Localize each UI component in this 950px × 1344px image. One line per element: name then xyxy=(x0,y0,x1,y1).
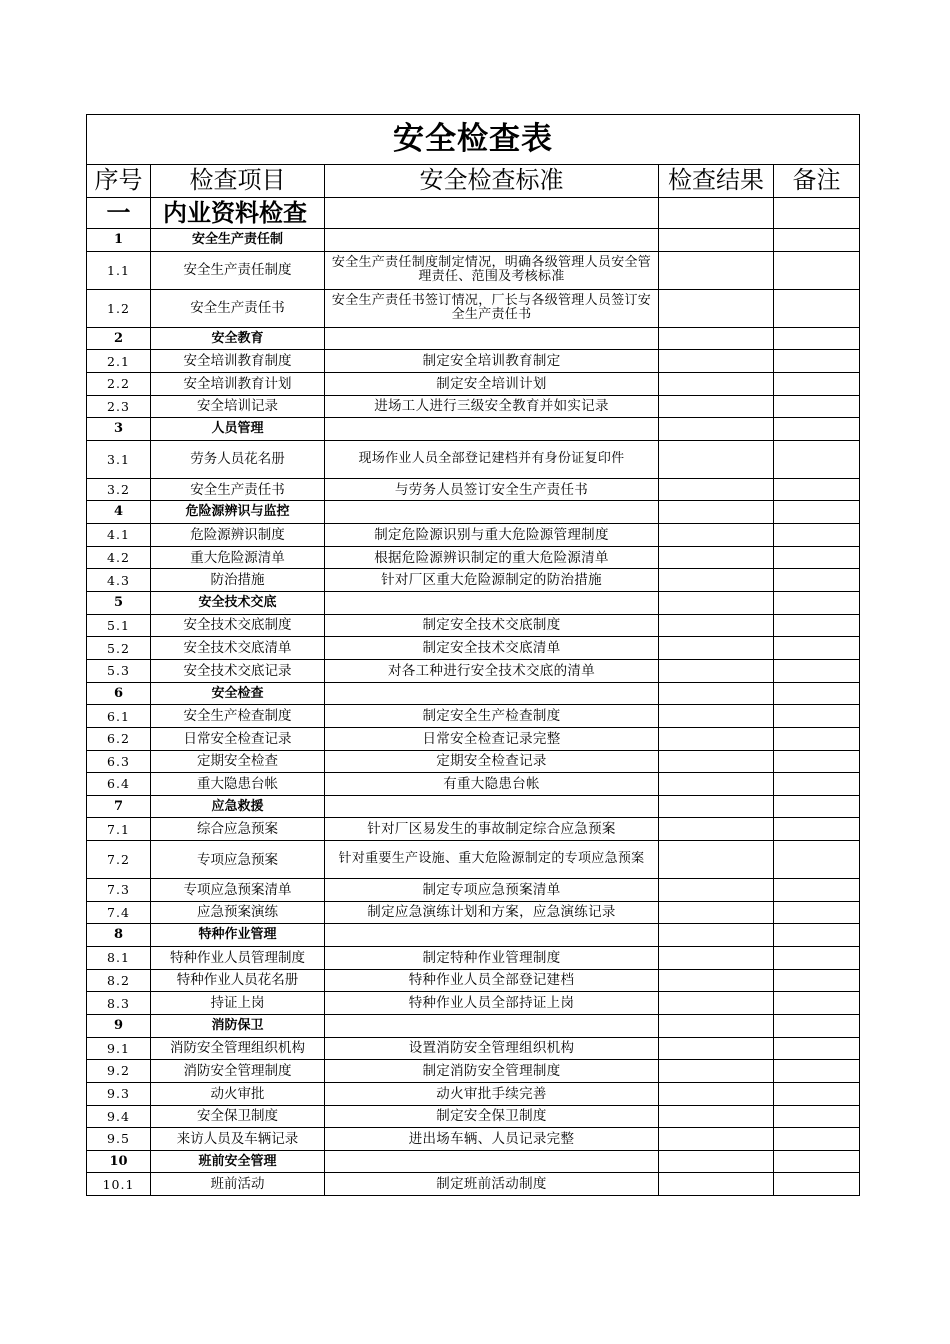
remark-cell[interactable] xyxy=(774,569,860,592)
item-number: 1.2 xyxy=(87,289,151,327)
item-number: 7.4 xyxy=(87,901,151,924)
result-cell[interactable] xyxy=(659,327,774,350)
item-standard: 安全生产责任书签订情况，厂长与各级管理人员签订安全生产责任书 xyxy=(325,289,659,327)
item-name: 应急预案演练 xyxy=(151,901,325,924)
item-standard: 日常安全检查记录完整 xyxy=(325,727,659,750)
table-row xyxy=(87,969,860,992)
table-row xyxy=(87,478,860,501)
table-row xyxy=(87,750,860,773)
result-cell[interactable] xyxy=(659,501,774,524)
item-number: 7.1 xyxy=(87,818,151,841)
safety-inspection-table xyxy=(86,114,860,1196)
section-number: 3 xyxy=(87,418,151,441)
result-cell[interactable] xyxy=(659,1105,774,1128)
item-standard xyxy=(325,327,659,350)
part-remark-cell[interactable] xyxy=(774,198,860,229)
remark-cell[interactable] xyxy=(774,251,860,289)
item-standard: 动火审批手续完善 xyxy=(325,1082,659,1105)
remark-cell[interactable] xyxy=(774,1128,860,1151)
remark-cell[interactable] xyxy=(774,705,860,728)
section-number: 7 xyxy=(87,795,151,818)
section-number: 5 xyxy=(87,592,151,615)
result-cell[interactable] xyxy=(659,1128,774,1151)
item-name: 持证上岗 xyxy=(151,992,325,1015)
remark-cell[interactable] xyxy=(774,901,860,924)
remark-cell[interactable] xyxy=(774,1060,860,1083)
item-number: 2.2 xyxy=(87,372,151,395)
result-cell[interactable] xyxy=(659,750,774,773)
part-result-cell[interactable] xyxy=(659,198,774,229)
remark-cell[interactable] xyxy=(774,229,860,252)
remark-cell[interactable] xyxy=(774,418,860,441)
item-standard: 有重大隐患台帐 xyxy=(325,773,659,796)
item-number: 6.1 xyxy=(87,705,151,728)
section-row xyxy=(87,1150,860,1173)
item-number: 10.1 xyxy=(87,1173,151,1196)
remark-cell[interactable] xyxy=(774,682,860,705)
item-number: 6.2 xyxy=(87,727,151,750)
part-standard-cell xyxy=(325,198,659,229)
part-number: 一 xyxy=(87,198,151,229)
result-cell[interactable] xyxy=(659,682,774,705)
section-row xyxy=(87,327,860,350)
item-name: 危险源辨识制度 xyxy=(151,524,325,547)
item-standard: 制定专项应急预案清单 xyxy=(325,879,659,902)
item-standard xyxy=(325,592,659,615)
section-number: 9 xyxy=(87,1014,151,1037)
result-cell[interactable] xyxy=(659,773,774,796)
result-cell[interactable] xyxy=(659,947,774,970)
item-number: 4.1 xyxy=(87,524,151,547)
remark-cell[interactable] xyxy=(774,327,860,350)
remark-cell[interactable] xyxy=(774,1037,860,1060)
section-row xyxy=(87,1014,860,1037)
item-number: 8.3 xyxy=(87,992,151,1015)
item-number: 9.4 xyxy=(87,1105,151,1128)
header-item: 检查项目 xyxy=(151,165,325,198)
item-standard xyxy=(325,1150,659,1173)
item-standard: 设置消防安全管理组织机构 xyxy=(325,1037,659,1060)
result-cell[interactable] xyxy=(659,251,774,289)
item-standard: 制定安全技术交底制度 xyxy=(325,614,659,637)
table-row xyxy=(87,947,860,970)
result-cell[interactable] xyxy=(659,1173,774,1196)
table-row xyxy=(87,637,860,660)
remark-cell[interactable] xyxy=(774,372,860,395)
item-standard: 特种作业人员全部登记建档 xyxy=(325,969,659,992)
remark-cell[interactable] xyxy=(774,350,860,373)
section-name: 班前安全管理 xyxy=(151,1150,325,1173)
table-row xyxy=(87,773,860,796)
remark-cell[interactable] xyxy=(774,1173,860,1196)
result-cell[interactable] xyxy=(659,901,774,924)
section-number: 4 xyxy=(87,501,151,524)
result-cell[interactable] xyxy=(659,524,774,547)
result-cell[interactable] xyxy=(659,478,774,501)
item-number: 4.2 xyxy=(87,546,151,569)
item-number: 9.1 xyxy=(87,1037,151,1060)
section-number: 8 xyxy=(87,924,151,947)
table-row xyxy=(87,524,860,547)
table-row xyxy=(87,841,860,879)
remark-cell[interactable] xyxy=(774,841,860,879)
section-name: 安全教育 xyxy=(151,327,325,350)
item-name: 专项应急预案 xyxy=(151,841,325,879)
table-row xyxy=(87,727,860,750)
item-number: 7.2 xyxy=(87,841,151,879)
result-cell[interactable] xyxy=(659,1150,774,1173)
item-standard: 对各工种进行安全技术交底的清单 xyxy=(325,659,659,682)
result-cell[interactable] xyxy=(659,637,774,660)
item-name: 特种作业人员管理制度 xyxy=(151,947,325,970)
result-cell[interactable] xyxy=(659,350,774,373)
result-cell[interactable] xyxy=(659,1082,774,1105)
item-name: 安全生产责任书 xyxy=(151,478,325,501)
item-standard: 根据危险源辨识制定的重大危险源清单 xyxy=(325,546,659,569)
item-name: 来访人员及车辆记录 xyxy=(151,1128,325,1151)
table-row xyxy=(87,569,860,592)
result-cell[interactable] xyxy=(659,546,774,569)
item-standard: 制定应急演练计划和方案，应急演练记录 xyxy=(325,901,659,924)
remark-cell[interactable] xyxy=(774,637,860,660)
table-row xyxy=(87,1128,860,1151)
item-standard xyxy=(325,501,659,524)
item-name: 防治措施 xyxy=(151,569,325,592)
header-row xyxy=(87,165,860,198)
result-cell[interactable] xyxy=(659,992,774,1015)
table-row xyxy=(87,705,860,728)
item-number: 2.3 xyxy=(87,395,151,418)
remark-cell[interactable] xyxy=(774,1014,860,1037)
table-row xyxy=(87,1105,860,1128)
section-name: 安全生产责任制 xyxy=(151,229,325,252)
section-number: 2 xyxy=(87,327,151,350)
section-row xyxy=(87,682,860,705)
table-row xyxy=(87,901,860,924)
item-standard: 制定班前活动制度 xyxy=(325,1173,659,1196)
item-standard: 制定安全生产检查制度 xyxy=(325,705,659,728)
remark-cell[interactable] xyxy=(774,478,860,501)
remark-cell[interactable] xyxy=(774,395,860,418)
item-number: 5.3 xyxy=(87,659,151,682)
item-standard: 特种作业人员全部持证上岗 xyxy=(325,992,659,1015)
item-standard: 制定安全保卫制度 xyxy=(325,1105,659,1128)
part-row xyxy=(87,198,860,229)
item-standard: 针对厂区重大危险源制定的防治措施 xyxy=(325,569,659,592)
item-number: 8.1 xyxy=(87,947,151,970)
section-name: 人员管理 xyxy=(151,418,325,441)
item-name: 安全生产责任制度 xyxy=(151,251,325,289)
result-cell[interactable] xyxy=(659,1037,774,1060)
result-cell[interactable] xyxy=(659,229,774,252)
remark-cell[interactable] xyxy=(774,992,860,1015)
remark-cell[interactable] xyxy=(774,818,860,841)
result-cell[interactable] xyxy=(659,705,774,728)
item-number: 9.5 xyxy=(87,1128,151,1151)
remark-cell[interactable] xyxy=(774,440,860,478)
table-row xyxy=(87,251,860,289)
table-row xyxy=(87,1060,860,1083)
section-row xyxy=(87,795,860,818)
section-name: 消防保卫 xyxy=(151,1014,325,1037)
item-name: 消防安全管理组织机构 xyxy=(151,1037,325,1060)
table-row xyxy=(87,350,860,373)
remark-cell[interactable] xyxy=(774,727,860,750)
item-name: 动火审批 xyxy=(151,1082,325,1105)
item-standard xyxy=(325,682,659,705)
item-standard: 制定消防安全管理制度 xyxy=(325,1060,659,1083)
item-name: 重大隐患台帐 xyxy=(151,773,325,796)
item-standard xyxy=(325,418,659,441)
table-body xyxy=(87,115,860,1196)
section-row xyxy=(87,418,860,441)
item-number: 6.3 xyxy=(87,750,151,773)
table-row xyxy=(87,440,860,478)
item-name: 劳务人员花名册 xyxy=(151,440,325,478)
section-name: 应急救援 xyxy=(151,795,325,818)
item-standard xyxy=(325,229,659,252)
remark-cell[interactable] xyxy=(774,750,860,773)
item-name: 安全技术交底清单 xyxy=(151,637,325,660)
section-row xyxy=(87,501,860,524)
section-number: 10 xyxy=(87,1150,151,1173)
header-result: 检查结果 xyxy=(659,165,774,198)
section-name: 危险源辨识与监控 xyxy=(151,501,325,524)
remark-cell[interactable] xyxy=(774,289,860,327)
table-row xyxy=(87,1082,860,1105)
item-standard xyxy=(325,795,659,818)
result-cell[interactable] xyxy=(659,569,774,592)
item-number: 5.2 xyxy=(87,637,151,660)
remark-cell[interactable] xyxy=(774,614,860,637)
item-name: 安全保卫制度 xyxy=(151,1105,325,1128)
item-name: 安全技术交底记录 xyxy=(151,659,325,682)
remark-cell[interactable] xyxy=(774,524,860,547)
section-number: 6 xyxy=(87,682,151,705)
item-name: 重大危险源清单 xyxy=(151,546,325,569)
item-standard: 安全生产责任制度制定情况，明确各级管理人员安全管理责任、范围及考核标准 xyxy=(325,251,659,289)
result-cell[interactable] xyxy=(659,1060,774,1083)
item-name: 安全技术交底制度 xyxy=(151,614,325,637)
item-name: 班前活动 xyxy=(151,1173,325,1196)
result-cell[interactable] xyxy=(659,289,774,327)
result-cell[interactable] xyxy=(659,879,774,902)
item-name: 安全生产责任书 xyxy=(151,289,325,327)
item-name: 定期安全检查 xyxy=(151,750,325,773)
table-title: 安全检查表 xyxy=(87,115,860,165)
item-number: 2.1 xyxy=(87,350,151,373)
item-number: 4.3 xyxy=(87,569,151,592)
item-name: 消防安全管理制度 xyxy=(151,1060,325,1083)
result-cell[interactable] xyxy=(659,614,774,637)
remark-cell[interactable] xyxy=(774,947,860,970)
section-row xyxy=(87,924,860,947)
section-number: 1 xyxy=(87,229,151,252)
item-name: 安全培训教育制度 xyxy=(151,350,325,373)
table-row xyxy=(87,1037,860,1060)
remark-cell[interactable] xyxy=(774,879,860,902)
table-row xyxy=(87,992,860,1015)
item-name: 安全培训教育计划 xyxy=(151,372,325,395)
item-name: 专项应急预案清单 xyxy=(151,879,325,902)
item-number: 3.2 xyxy=(87,478,151,501)
result-cell[interactable] xyxy=(659,969,774,992)
item-standard: 针对厂区易发生的事故制定综合应急预案 xyxy=(325,818,659,841)
section-name: 特种作业管理 xyxy=(151,924,325,947)
table-row xyxy=(87,879,860,902)
remark-cell[interactable] xyxy=(774,924,860,947)
result-cell[interactable] xyxy=(659,659,774,682)
section-name: 安全检查 xyxy=(151,682,325,705)
result-cell[interactable] xyxy=(659,418,774,441)
result-cell[interactable] xyxy=(659,795,774,818)
item-standard xyxy=(325,1014,659,1037)
item-standard xyxy=(325,924,659,947)
header-remark: 备注 xyxy=(774,165,860,198)
item-number: 8.2 xyxy=(87,969,151,992)
result-cell[interactable] xyxy=(659,372,774,395)
item-standard: 制定安全培训教育制定 xyxy=(325,350,659,373)
section-row xyxy=(87,229,860,252)
table-row xyxy=(87,1173,860,1196)
table-row xyxy=(87,818,860,841)
header-seq: 序号 xyxy=(87,165,151,198)
item-standard: 定期安全检查记录 xyxy=(325,750,659,773)
remark-cell[interactable] xyxy=(774,1150,860,1173)
item-number: 9.3 xyxy=(87,1082,151,1105)
table-row xyxy=(87,395,860,418)
table-row xyxy=(87,546,860,569)
item-name: 安全培训记录 xyxy=(151,395,325,418)
section-name: 安全技术交底 xyxy=(151,592,325,615)
title-row xyxy=(87,115,860,165)
item-standard: 制定安全培训计划 xyxy=(325,372,659,395)
result-cell[interactable] xyxy=(659,924,774,947)
item-name: 综合应急预案 xyxy=(151,818,325,841)
remark-cell[interactable] xyxy=(774,1105,860,1128)
remark-cell[interactable] xyxy=(774,1082,860,1105)
table-row xyxy=(87,289,860,327)
table-row xyxy=(87,614,860,637)
item-number: 1.1 xyxy=(87,251,151,289)
result-cell[interactable] xyxy=(659,1014,774,1037)
item-standard: 制定安全技术交底清单 xyxy=(325,637,659,660)
item-number: 7.3 xyxy=(87,879,151,902)
item-standard: 制定危险源识别与重大危险源管理制度 xyxy=(325,524,659,547)
item-standard: 现场作业人员全部登记建档并有身份证复印件 xyxy=(325,440,659,478)
result-cell[interactable] xyxy=(659,727,774,750)
section-row xyxy=(87,592,860,615)
item-number: 3.1 xyxy=(87,440,151,478)
header-standard: 安全检查标准 xyxy=(325,165,659,198)
part-name: 内业资料检查 xyxy=(151,198,325,229)
result-cell[interactable] xyxy=(659,841,774,879)
item-name: 日常安全检查记录 xyxy=(151,727,325,750)
table-row xyxy=(87,659,860,682)
item-standard: 针对重要生产设施、重大危险源制定的专项应急预案 xyxy=(325,841,659,879)
item-standard: 制定特种作业管理制度 xyxy=(325,947,659,970)
remark-cell[interactable] xyxy=(774,546,860,569)
item-name: 特种作业人员花名册 xyxy=(151,969,325,992)
remark-cell[interactable] xyxy=(774,773,860,796)
item-standard: 进出场车辆、人员记录完整 xyxy=(325,1128,659,1151)
item-number: 5.1 xyxy=(87,614,151,637)
item-number: 9.2 xyxy=(87,1060,151,1083)
item-name: 安全生产检查制度 xyxy=(151,705,325,728)
remark-cell[interactable] xyxy=(774,969,860,992)
remark-cell[interactable] xyxy=(774,592,860,615)
remark-cell[interactable] xyxy=(774,659,860,682)
result-cell[interactable] xyxy=(659,818,774,841)
remark-cell[interactable] xyxy=(774,501,860,524)
table-row xyxy=(87,372,860,395)
item-standard: 进场工人进行三级安全教育并如实记录 xyxy=(325,395,659,418)
result-cell[interactable] xyxy=(659,440,774,478)
item-standard: 与劳务人员签订安全生产责任书 xyxy=(325,478,659,501)
item-number: 6.4 xyxy=(87,773,151,796)
result-cell[interactable] xyxy=(659,395,774,418)
result-cell[interactable] xyxy=(659,592,774,615)
remark-cell[interactable] xyxy=(774,795,860,818)
